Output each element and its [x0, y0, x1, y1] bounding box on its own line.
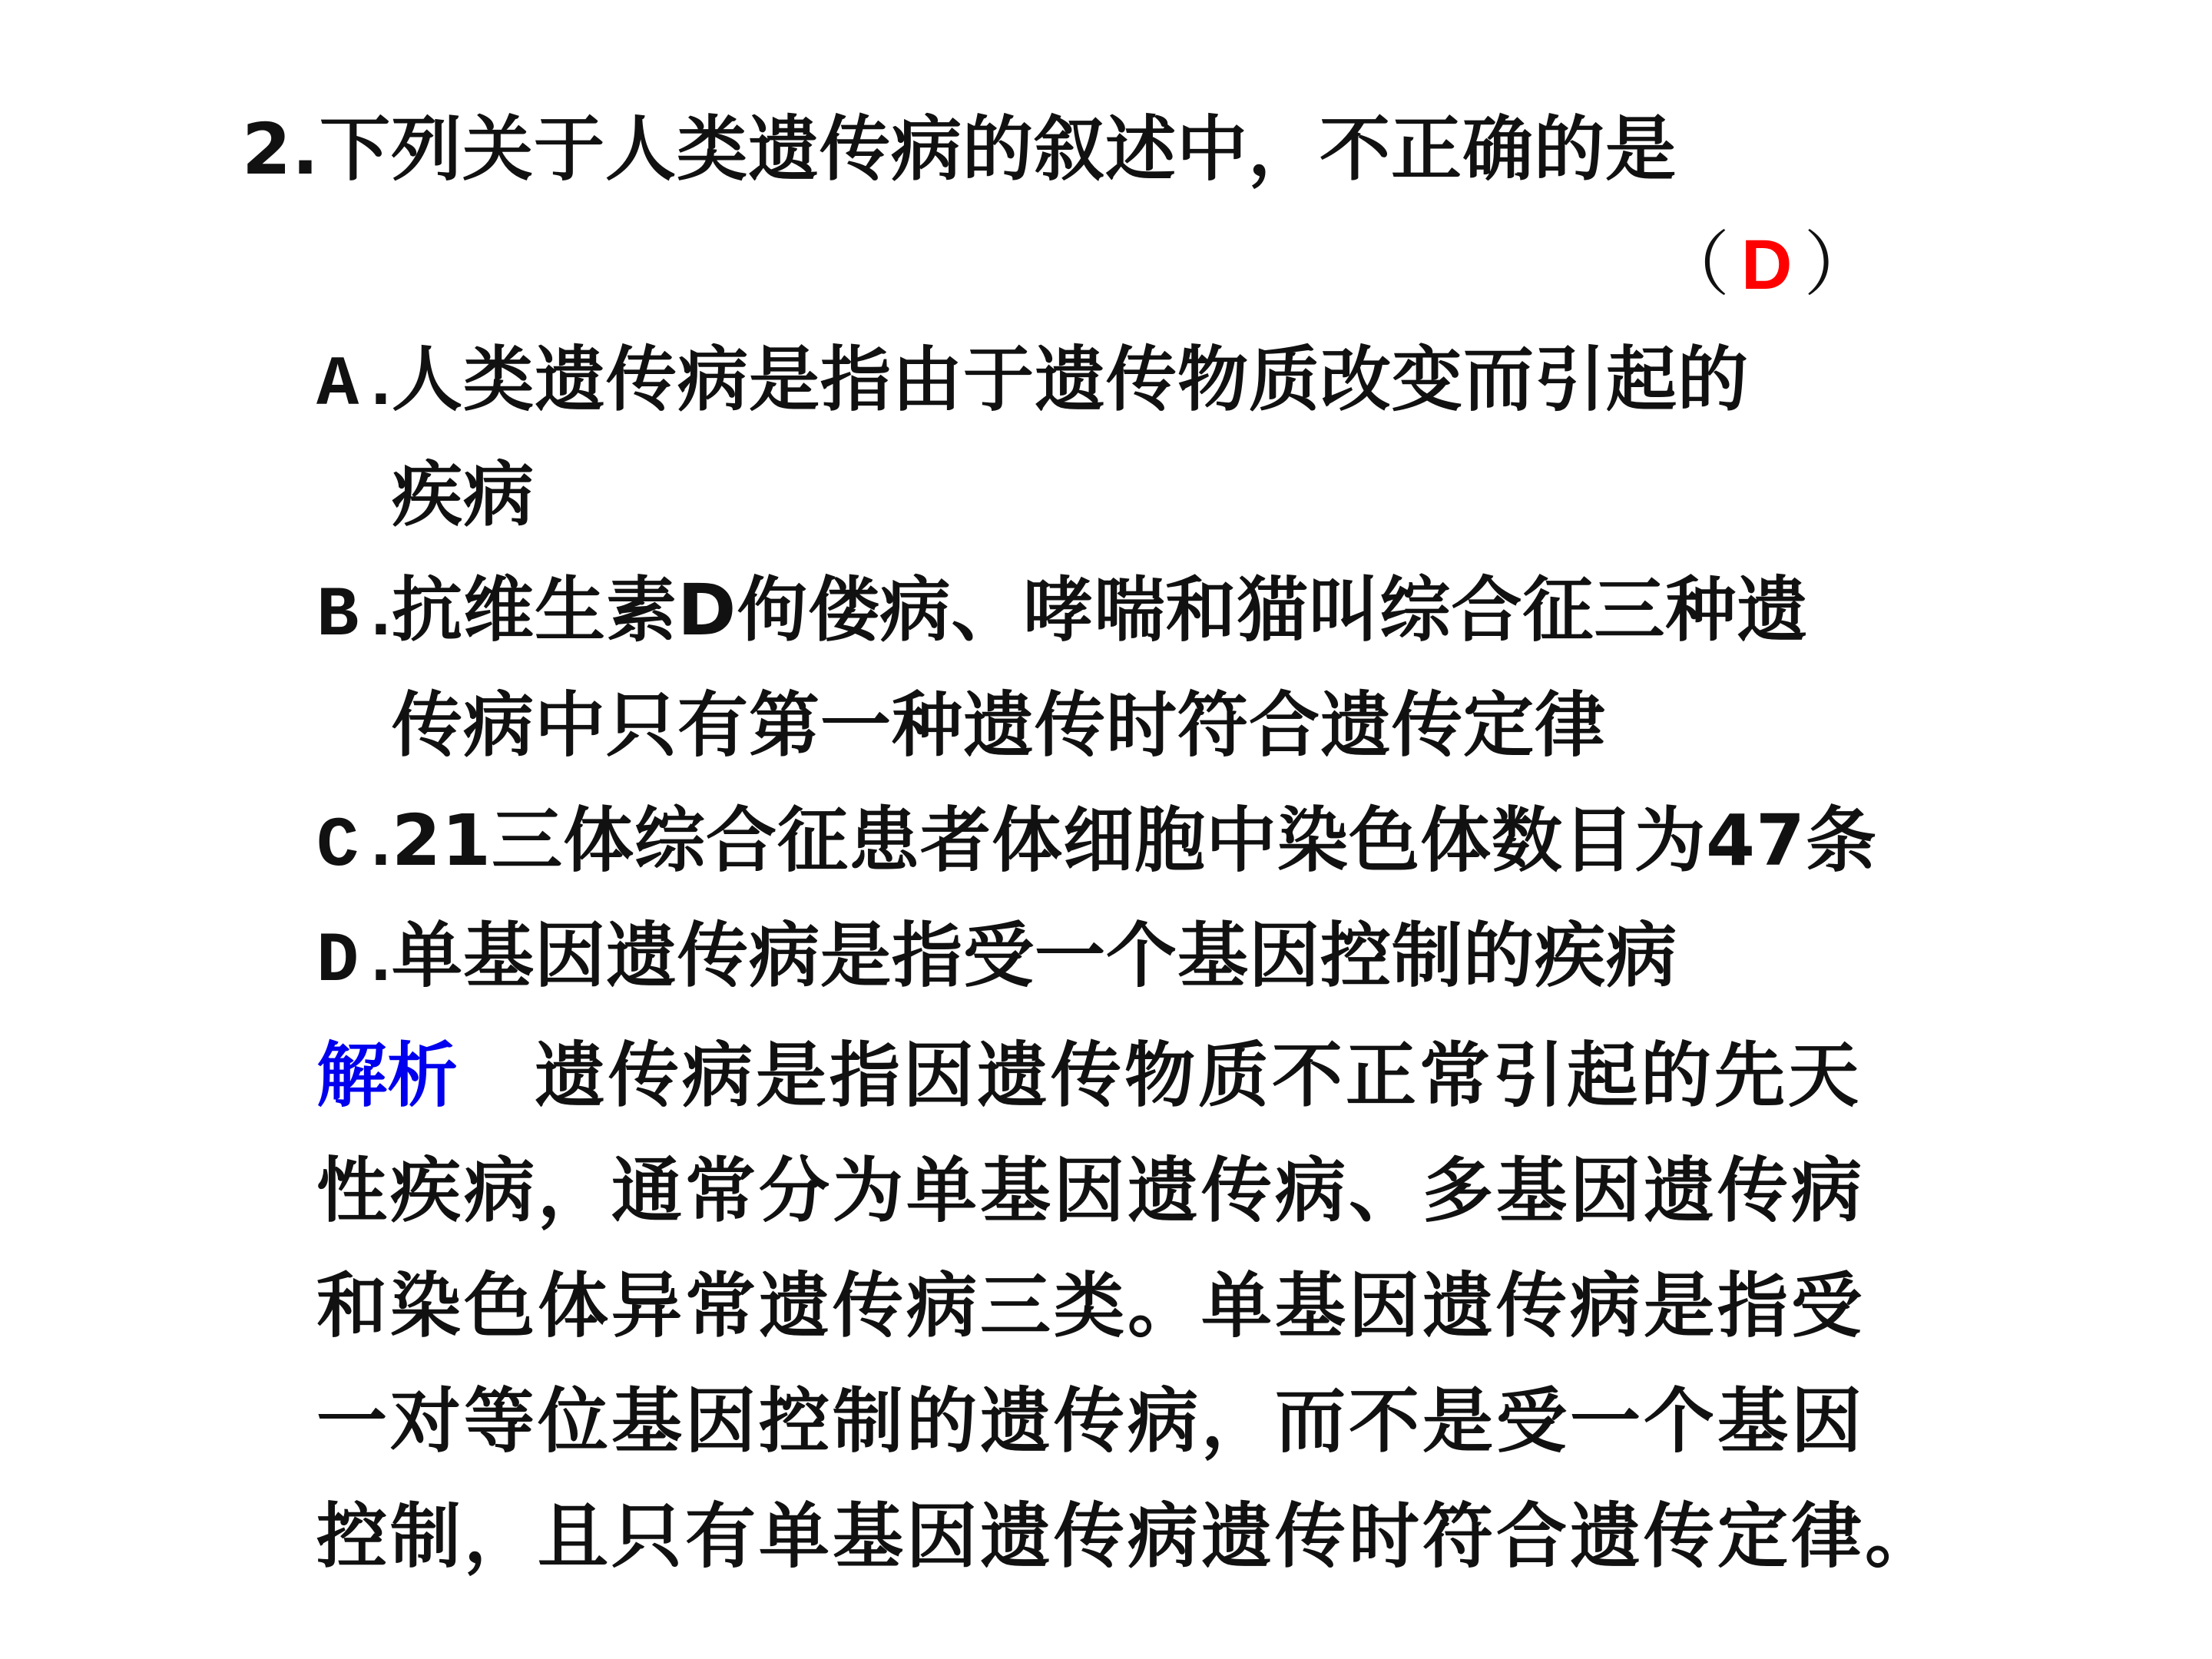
- analysis-line-5: [316, 1490, 1939, 1582]
- analysis-line-3: [316, 1260, 1865, 1352]
- analysis-text-4: 一对等位基因控制的遗传病，而不是受一个基因: [316, 1379, 1866, 1462]
- question-number: 2.: [242, 108, 320, 190]
- option-b-text-1: 抗维生素D佝偻病、哮喘和猫叫综合征三种遗: [392, 569, 1809, 651]
- option-c-text: 21三体综合征患者体细胞中染色体数目为47条: [392, 800, 1878, 882]
- question-stem: [242, 104, 1677, 196]
- answer-paren-open: （: [1659, 224, 1731, 306]
- option-d-text: 单基因遗传病是指受一个基因控制的疾病: [392, 915, 1678, 997]
- analysis-text-3: 和染色体异常遗传病三类。单基因遗传病是指受: [316, 1264, 1866, 1347]
- option-a-line-2: [392, 449, 535, 541]
- answer-letter: D: [1741, 226, 1793, 304]
- analysis-line-1: [316, 1029, 1862, 1122]
- option-c-line: [316, 795, 1877, 892]
- analysis-text-5: 控制，且只有单基因遗传病遗传时符合遗传定律。: [316, 1495, 1939, 1578]
- option-a-line-1: [316, 334, 1749, 432]
- analysis-text-1: 遗传病是指因遗传物质不正常引起的先天: [535, 1034, 1863, 1117]
- analysis-line-2: [316, 1144, 1865, 1237]
- analysis-text-2: 性疾病，通常分为单基因遗传病、多基因遗传病: [316, 1149, 1866, 1232]
- option-a-text-1: 人类遗传病是指由于遗传物质改变而引起的: [392, 339, 1750, 421]
- option-a-text-2: 疾病: [392, 454, 535, 536]
- option-b-text-2: 传病中只有第一种遗传时符合遗传定律: [392, 684, 1607, 767]
- option-a-label: A.: [316, 345, 403, 426]
- option-b-line-2: [392, 680, 1606, 772]
- option-d-line: [316, 910, 1677, 1008]
- option-b-line-1: [316, 565, 1808, 662]
- analysis-line-4: [316, 1375, 1865, 1467]
- option-d-label: D.: [316, 921, 403, 1002]
- answer-bracket: [1659, 219, 1875, 311]
- analysis-label: 解析: [316, 1035, 459, 1117]
- question-text: 下列关于人类遗传病的叙述中，不正确的是: [319, 108, 1677, 190]
- answer-paren-close: ）: [1803, 224, 1876, 306]
- option-c-label: C.: [316, 806, 403, 886]
- option-b-label: B.: [316, 575, 403, 656]
